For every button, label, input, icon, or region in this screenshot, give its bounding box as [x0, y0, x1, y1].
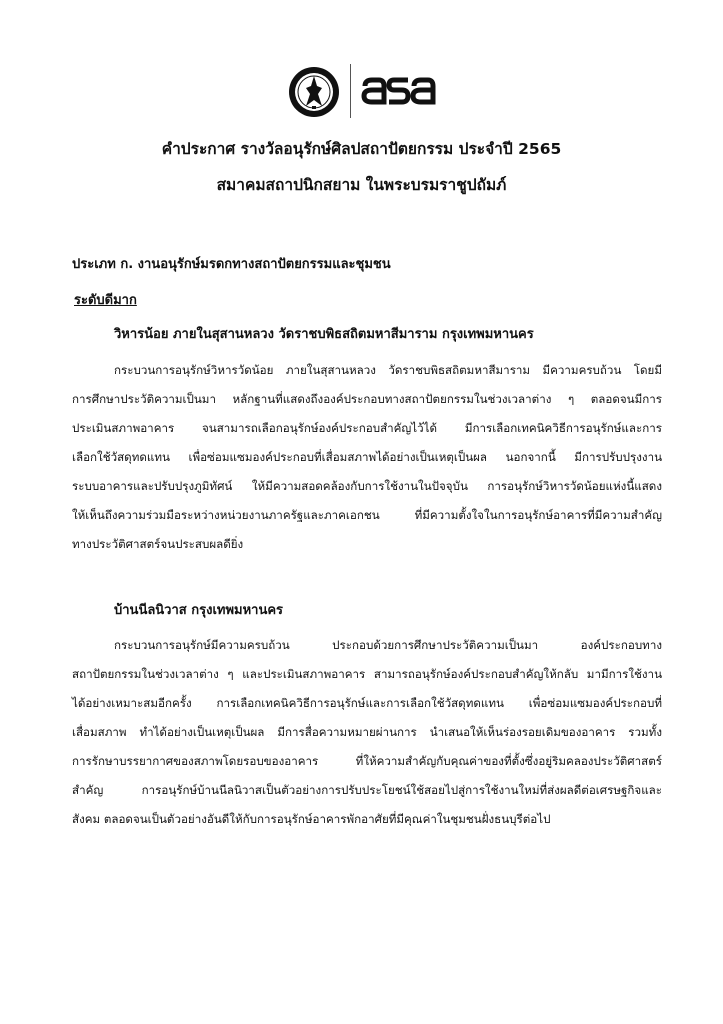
- paragraph-line: เสื่อมสภาพ ทำได้อย่างเป็นเหตุเป็นผล มีการสื่อความหมายผ่านการ นำเสนอให้เห็นร่องรอยเดิมของอาคาร รวมทั้ง: [72, 725, 662, 739]
- award-category: ประเภท ก. งานอนุรักษ์มรดกทางสถาปัตยกรรมและชุมชน: [72, 257, 391, 272]
- paragraph-line: เลือกใช้วัสดุทดแทน เพื่อซ่อมแซมองค์ประกอบที่เสื่อมสภาพได้อย่างเป็นเหตุเป็นผล นอกจากนี้ มีการปรับปรุงงาน: [72, 450, 662, 464]
- entry-heading-2: บ้านนีลนิวาส กรุงเทพมหานคร: [114, 603, 284, 618]
- paragraph-line: กระบวนการอนุรักษ์มีความครบถ้วน ประกอบด้วยการศึกษาประวัติความเป็นมา องค์ประกอบทาง: [114, 638, 662, 652]
- asa-seal-logo: [288, 66, 340, 118]
- paragraph-line: ให้เห็นถึงความร่วมมือระหว่างหน่วยงานภาครัฐและภาคเอกชน ที่มีความตั้งใจในการอนุรักษ์อาคารที่มีความสำคัญ: [72, 508, 662, 522]
- paragraph-line: ทางประวัติศาสตร์จนประสบผลดียิ่ง: [72, 537, 244, 551]
- paragraph-line: ได้อย่างเหมาะสมอีกครั้ง การเลือกเทคนิควิธีการอนุรักษ์และการเลือกใช้วัสดุทดแทน เพื่อซ่อมแซมองค์ประกอบที่: [72, 696, 662, 710]
- association-name: สมาคมสถาปนิกสยาม ในพระบรมราชูปถัมภ์: [216, 176, 507, 194]
- paragraph-line: การรักษาบรรยากาศของสภาพโดยรอบของอาคาร ที่ให้ความสำคัญกับคุณค่าของที่ตั้งซึ่งอยู่ริมคลองประวัติศาสตร์: [72, 754, 662, 768]
- paragraph-line: การศึกษาประวัติความเป็นมา หลักฐานที่แสดงถึงองค์ประกอบทางสถาปัตยกรรมในช่วงเวลาต่าง ๆ ตลอดจนมีการ: [72, 392, 662, 406]
- announcement-title: คำประกาศ รางวัลอนุรักษ์ศิลปสถาปัตยกรรม ประจำปี 2565: [161, 140, 562, 158]
- paragraph-line: ประเมินสภาพอาคาร จนสามารถเลือกอนุรักษ์องค์ประกอบสำคัญไว้ได้ มีการเลือกเทคนิควิธีการอนุรักษ์และการ: [72, 421, 662, 435]
- paragraph-line: สำคัญ การอนุรักษ์บ้านนีลนิวาสเป็นตัวอย่างการปรับประโยชน์ใช้สอยไปสู่การใช้งานใหม่ที่ส่งผลดีต่อเศรษฐกิจและ: [72, 783, 662, 797]
- paragraph-line: กระบวนการอนุรักษ์วิหารวัดน้อย ภายในสุสานหลวง วัดราชบพิธสถิตมหาสีมาราม มีความครบถ้วน โดยมี: [114, 363, 662, 377]
- entry-heading-1: วิหารน้อย ภายในสุสานหลวง วัดราชบพิธสถิตมหาสีมาราม กรุงเทพมหานคร: [114, 327, 534, 342]
- paragraph-line: ระบบอาคารและปรับปรุงภูมิทัศน์ ให้มีความสอดคล้องกับการใช้งานในปัจจุบัน การอนุรักษ์วิหารวัดน้อยแห่งนี้แสดง: [72, 479, 662, 493]
- paragraph-line: สังคม ตลอดจนเป็นตัวอย่างอันดีให้กับการอนุรักษ์อาคารพักอาศัยที่มีคุณค่าในชุมชนฝั่งธนบุรีต่อไป: [72, 812, 551, 826]
- logo-divider: [350, 64, 351, 118]
- paragraph-line: สถาปัตยกรรมในช่วงเวลาต่าง ๆ และประเมินสภาพอาคาร สามารถอนุรักษ์องค์ประกอบสำคัญให้กลับ มามีการใช้งาน: [72, 667, 662, 681]
- logo-header: [0, 62, 723, 126]
- award-level: ระดับดีมาก: [74, 293, 137, 308]
- asa-wordmark-logo: [360, 68, 438, 112]
